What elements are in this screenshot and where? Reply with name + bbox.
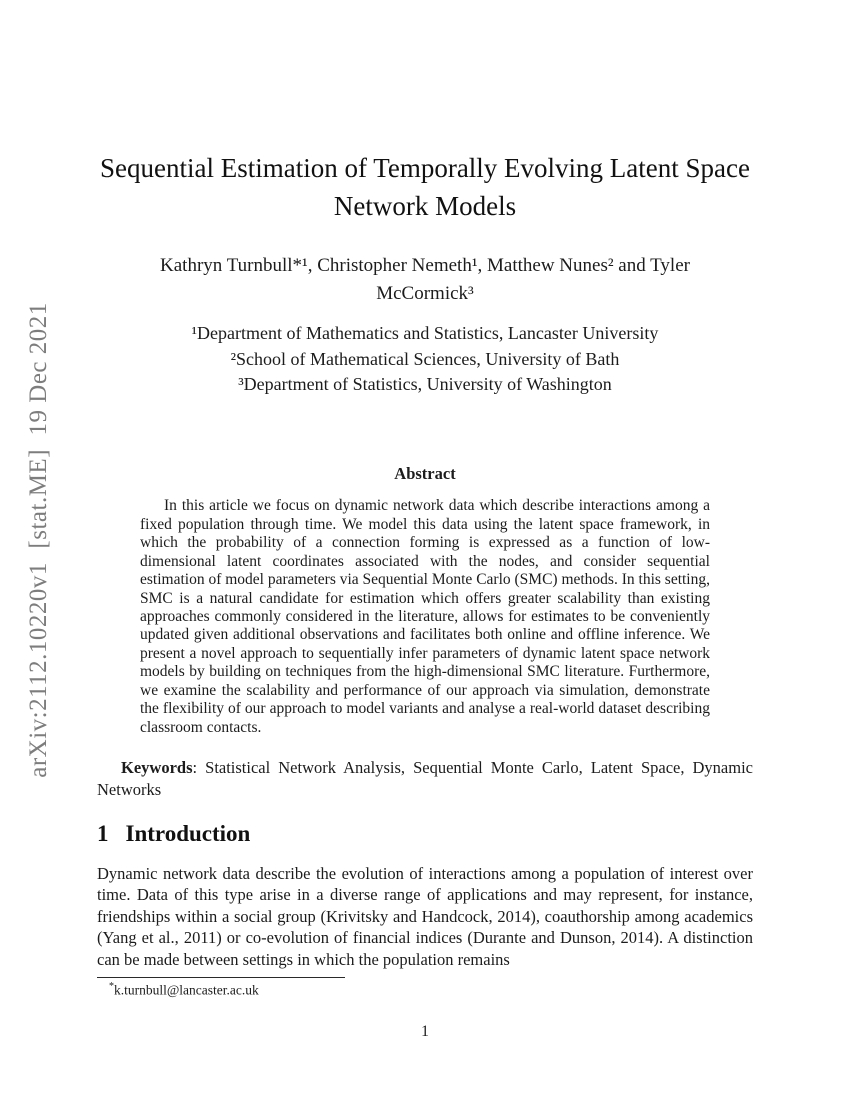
affiliation-2: ²School of Mathematical Sciences, University of Bath [230,348,620,369]
keywords-line [97,757,753,801]
section-title: Introduction [125,820,251,846]
footnote-email: k.turnbull@lancaster.ac.uk [114,982,259,998]
section-heading-introduction [97,821,753,847]
affiliations-block [0,321,850,399]
keywords-label: Keywords [121,758,193,777]
paper-title: Sequential Estimation of Temporally Evolving Latent Space Network Models [100,153,750,221]
abstract-text: In this article we focus on dynamic network data which describe interactions among a fixed population through time. We model this data using the latent space framework, in which the probability of a connection forming is expressed as a function of low-dimensional latent coordinates associated with the nodes, and consider sequential estimation of model parameters via Sequential Monte Carlo (SMC) methods. In this setting, SMC is a natural candidate for estimation which offers greater scalability than existing approaches commonly considered in the literature, allows for estimates to be conveniently updated given additional observations and facilitates both online and offline inference. We present a novel approach to sequentially infer parameters of dynamic latent space network models by building on techniques from the high-dimensional SMC literature. Furthermore, we examine the scalability and performance of our approach via simulation, demonstrate the flexibility of our approach to model variants and analyse a real-world dataset describing classroom contacts. [140,497,710,736]
footnote-rule [97,977,345,978]
page-number: 1 [421,1022,429,1040]
footnote [97,981,850,999]
abstract-heading: Abstract [394,464,456,484]
section-number: 1 [97,820,109,846]
authors-line: Kathryn Turnbull*¹, Christopher Nemeth¹, Matthew Nunes² and Tyler McCormick³ [160,254,690,305]
affiliation-3: ³Department of Statistics, University of Washington [238,374,612,395]
affiliation-1: ¹Department of Mathematics and Statistics, Lancaster University [191,322,659,343]
keywords-text: : Statistical Network Analysis, Sequential Monte Carlo, Latent Space, Dynamic Networks [97,758,753,799]
footnote-marker: * [109,981,114,993]
arxiv-watermark: arXiv:2112.10220v1 [stat.ME] 19 Dec 2021 [25,302,52,778]
introduction-paragraph: Dynamic network data describe the evolution of interactions among a population of interest over time. Data of this type arise in a diverse range of applications and may represent, for instance, friendships within a social group (Krivitsky and Handcock, 2014), coauthorship among academics (Yang et al., 2011) or co-evolution of financial indices (Durante and Dunson, 2014). A distinction can be made between settings in which the population remains [97,863,753,969]
